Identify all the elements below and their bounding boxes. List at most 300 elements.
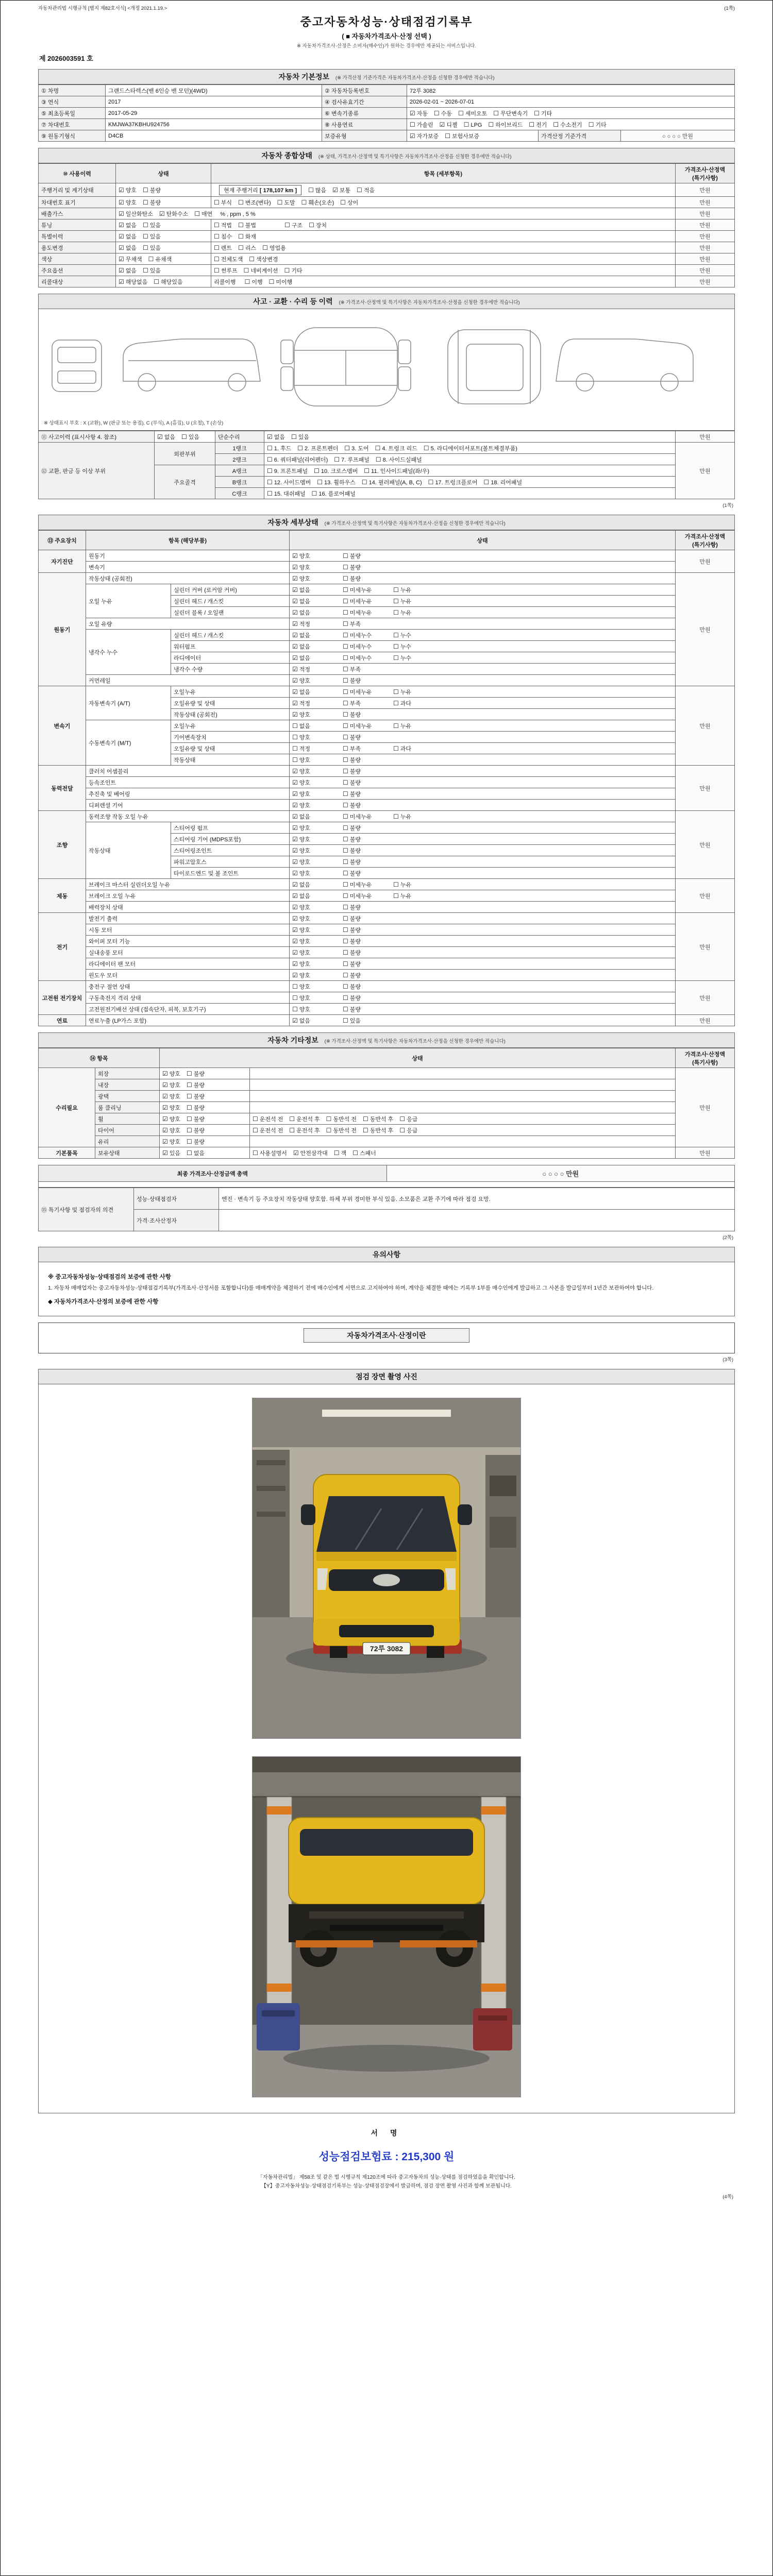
checked-checkbox-icon[interactable]: ☑ xyxy=(162,1070,168,1077)
checkbox-option[interactable] xyxy=(464,121,482,128)
unchecked-checkbox-icon[interactable]: ☐ xyxy=(292,1005,298,1013)
checkbox-option[interactable] xyxy=(292,948,342,957)
checkbox-option[interactable] xyxy=(148,255,172,263)
checkbox-option[interactable] xyxy=(292,688,342,696)
unchecked-checkbox-icon[interactable]: ☐ xyxy=(143,186,148,194)
checkbox-option[interactable] xyxy=(262,244,286,252)
checked-checkbox-icon[interactable]: ☑ xyxy=(159,210,165,217)
unchecked-checkbox-icon[interactable]: ☐ xyxy=(194,210,200,217)
unchecked-checkbox-icon[interactable]: ☐ xyxy=(267,444,273,452)
checkbox-option[interactable] xyxy=(326,1126,357,1134)
checkbox-option[interactable] xyxy=(343,846,392,855)
checked-checkbox-icon[interactable]: ☑ xyxy=(332,186,338,194)
checkbox-option[interactable] xyxy=(343,665,392,673)
checkbox-option[interactable] xyxy=(332,186,350,194)
unchecked-checkbox-icon[interactable]: ☐ xyxy=(343,744,348,752)
checked-checkbox-icon[interactable]: ☑ xyxy=(292,597,298,605)
checkbox-option[interactable] xyxy=(393,722,443,730)
checkbox-option[interactable] xyxy=(267,444,291,452)
checkbox-option[interactable] xyxy=(445,132,479,140)
checkbox-option[interactable] xyxy=(363,1126,393,1134)
unchecked-checkbox-icon[interactable]: ☐ xyxy=(343,835,348,843)
checked-checkbox-icon[interactable]: ☑ xyxy=(162,1092,168,1100)
checkbox-option[interactable] xyxy=(292,858,342,866)
checkbox-option[interactable] xyxy=(343,960,392,968)
checkbox-option[interactable] xyxy=(393,892,443,900)
unchecked-checkbox-icon[interactable]: ☐ xyxy=(393,812,399,820)
unchecked-checkbox-icon[interactable]: ☐ xyxy=(340,198,346,206)
unchecked-checkbox-icon[interactable]: ☐ xyxy=(553,121,559,128)
unchecked-checkbox-icon[interactable]: ☐ xyxy=(292,756,298,764)
checkbox-option[interactable] xyxy=(424,444,517,452)
checkbox-option[interactable] xyxy=(292,654,342,662)
checkbox-option[interactable] xyxy=(344,444,368,452)
checkbox-option[interactable] xyxy=(267,455,328,464)
unchecked-checkbox-icon[interactable]: ☐ xyxy=(154,278,160,285)
checkbox-option[interactable] xyxy=(187,1081,205,1089)
checkbox-option[interactable] xyxy=(308,186,326,194)
checkbox-option[interactable] xyxy=(393,608,443,617)
checkbox-option[interactable] xyxy=(119,244,137,252)
checkbox-option[interactable] xyxy=(343,994,392,1002)
checkbox-option[interactable] xyxy=(292,574,342,583)
unchecked-checkbox-icon[interactable]: ☐ xyxy=(334,455,340,463)
checkbox-option[interactable] xyxy=(343,982,392,991)
unchecked-checkbox-icon[interactable]: ☐ xyxy=(311,489,317,497)
checked-checkbox-icon[interactable]: ☑ xyxy=(292,960,298,968)
unchecked-checkbox-icon[interactable]: ☐ xyxy=(343,586,348,594)
checkbox-option[interactable] xyxy=(393,688,443,696)
checkbox-option[interactable] xyxy=(393,586,443,594)
unchecked-checkbox-icon[interactable]: ☐ xyxy=(343,778,348,786)
checkbox-option[interactable] xyxy=(292,756,342,764)
checkbox-option[interactable] xyxy=(326,1115,357,1123)
checked-checkbox-icon[interactable]: ☑ xyxy=(292,801,298,809)
checked-checkbox-icon[interactable]: ☑ xyxy=(162,1138,168,1145)
checked-checkbox-icon[interactable]: ☑ xyxy=(267,433,273,440)
checked-checkbox-icon[interactable]: ☑ xyxy=(162,1081,168,1089)
checkbox-option[interactable] xyxy=(187,1092,205,1100)
unchecked-checkbox-icon[interactable]: ☐ xyxy=(343,620,348,628)
checkbox-option[interactable] xyxy=(343,971,392,979)
unchecked-checkbox-icon[interactable]: ☐ xyxy=(343,665,348,673)
checked-checkbox-icon[interactable]: ☑ xyxy=(119,186,124,194)
checked-checkbox-icon[interactable]: ☑ xyxy=(292,926,298,934)
unchecked-checkbox-icon[interactable]: ☐ xyxy=(292,744,298,752)
checkbox-option[interactable] xyxy=(162,1092,180,1100)
checkbox-option[interactable] xyxy=(343,948,392,957)
checkbox-option[interactable] xyxy=(293,1149,328,1157)
checkbox-option[interactable] xyxy=(154,278,182,286)
unchecked-checkbox-icon[interactable]: ☐ xyxy=(289,1115,295,1123)
unchecked-checkbox-icon[interactable]: ☐ xyxy=(143,266,148,274)
checked-checkbox-icon[interactable]: ☑ xyxy=(292,1016,298,1024)
unchecked-checkbox-icon[interactable]: ☐ xyxy=(143,232,148,240)
unchecked-checkbox-icon[interactable]: ☐ xyxy=(393,699,399,707)
unchecked-checkbox-icon[interactable]: ☐ xyxy=(393,642,399,650)
checkbox-option[interactable] xyxy=(292,1016,342,1025)
unchecked-checkbox-icon[interactable]: ☐ xyxy=(534,109,540,117)
checkbox-option[interactable] xyxy=(292,880,342,889)
checkbox-option[interactable] xyxy=(214,232,232,241)
checked-checkbox-icon[interactable]: ☑ xyxy=(162,1104,168,1111)
unchecked-checkbox-icon[interactable]: ☐ xyxy=(343,654,348,662)
checkbox-option[interactable] xyxy=(292,744,342,753)
checkbox-option[interactable] xyxy=(269,278,293,286)
checkbox-option[interactable] xyxy=(119,221,137,229)
checkbox-option[interactable] xyxy=(194,210,212,218)
checkbox-option[interactable] xyxy=(493,109,528,117)
checkbox-option[interactable] xyxy=(284,266,303,275)
checkbox-option[interactable] xyxy=(357,186,375,194)
checkbox-option[interactable] xyxy=(292,960,342,968)
unchecked-checkbox-icon[interactable]: ☐ xyxy=(393,892,399,900)
checked-checkbox-icon[interactable]: ☑ xyxy=(162,1149,168,1157)
checkbox-option[interactable] xyxy=(187,1138,205,1146)
unchecked-checkbox-icon[interactable]: ☐ xyxy=(393,654,399,662)
checkbox-option[interactable] xyxy=(292,1005,342,1013)
checkbox-option[interactable] xyxy=(267,478,311,486)
checkbox-option[interactable] xyxy=(292,994,342,1002)
checkbox-option[interactable] xyxy=(428,478,478,486)
unchecked-checkbox-icon[interactable]: ☐ xyxy=(393,880,399,888)
checkbox-option[interactable] xyxy=(297,444,338,452)
unchecked-checkbox-icon[interactable]: ☐ xyxy=(292,982,298,990)
checkbox-option[interactable] xyxy=(292,914,342,923)
checkbox-option[interactable] xyxy=(312,489,356,498)
checkbox-option[interactable] xyxy=(393,812,443,821)
checkbox-option[interactable] xyxy=(292,722,342,730)
unchecked-checkbox-icon[interactable]: ☐ xyxy=(238,221,244,229)
checkbox-option[interactable] xyxy=(343,937,392,945)
checkbox-option[interactable] xyxy=(458,109,487,117)
unchecked-checkbox-icon[interactable]: ☐ xyxy=(308,186,314,194)
unchecked-checkbox-icon[interactable]: ☐ xyxy=(343,1005,348,1013)
checked-checkbox-icon[interactable]: ☑ xyxy=(157,433,163,440)
checked-checkbox-icon[interactable]: ☑ xyxy=(292,858,298,866)
unchecked-checkbox-icon[interactable]: ☐ xyxy=(362,1126,368,1134)
checkbox-option[interactable] xyxy=(363,1115,393,1123)
unchecked-checkbox-icon[interactable]: ☐ xyxy=(343,597,348,605)
checkbox-option[interactable] xyxy=(343,688,392,696)
unchecked-checkbox-icon[interactable]: ☐ xyxy=(253,1126,258,1134)
checkbox-option[interactable] xyxy=(343,801,392,809)
unchecked-checkbox-icon[interactable]: ☐ xyxy=(588,121,594,128)
checkbox-option[interactable] xyxy=(292,563,342,571)
unchecked-checkbox-icon[interactable]: ☐ xyxy=(214,255,220,263)
checkbox-option[interactable] xyxy=(292,778,342,787)
unchecked-checkbox-icon[interactable]: ☐ xyxy=(399,1126,406,1134)
checked-checkbox-icon[interactable]: ☑ xyxy=(292,654,298,662)
checked-checkbox-icon[interactable]: ☑ xyxy=(292,620,298,628)
checkbox-option[interactable] xyxy=(292,631,342,639)
checkbox-option[interactable] xyxy=(187,1070,205,1078)
unchecked-checkbox-icon[interactable]: ☐ xyxy=(343,914,348,922)
unchecked-checkbox-icon[interactable]: ☐ xyxy=(343,937,348,945)
checkbox-option[interactable] xyxy=(292,790,342,798)
checked-checkbox-icon[interactable]: ☑ xyxy=(292,835,298,843)
checkbox-option[interactable] xyxy=(410,109,428,117)
checkbox-option[interactable] xyxy=(343,869,392,877)
unchecked-checkbox-icon[interactable]: ☐ xyxy=(410,121,415,128)
unchecked-checkbox-icon[interactable]: ☐ xyxy=(343,903,348,911)
checkbox-option[interactable] xyxy=(343,756,392,764)
unchecked-checkbox-icon[interactable]: ☐ xyxy=(214,244,220,251)
unchecked-checkbox-icon[interactable]: ☐ xyxy=(343,688,348,696)
checkbox-option[interactable] xyxy=(343,586,392,594)
checkbox-option[interactable] xyxy=(343,710,392,719)
checked-checkbox-icon[interactable]: ☑ xyxy=(119,221,124,229)
checkbox-option[interactable] xyxy=(399,1115,417,1123)
checkbox-option[interactable] xyxy=(343,812,392,821)
unchecked-checkbox-icon[interactable]: ☐ xyxy=(181,433,187,440)
unchecked-checkbox-icon[interactable]: ☐ xyxy=(187,1081,192,1089)
checkbox-option[interactable] xyxy=(343,858,392,866)
checkbox-option[interactable] xyxy=(292,586,342,594)
unchecked-checkbox-icon[interactable]: ☐ xyxy=(343,574,348,582)
checkbox-option[interactable] xyxy=(292,597,342,605)
checkbox-option[interactable] xyxy=(162,1104,180,1112)
checkbox-option[interactable] xyxy=(143,198,161,207)
unchecked-checkbox-icon[interactable]: ☐ xyxy=(393,586,399,594)
unchecked-checkbox-icon[interactable]: ☐ xyxy=(343,1016,348,1024)
checked-checkbox-icon[interactable]: ☑ xyxy=(292,688,298,696)
checkbox-option[interactable] xyxy=(343,574,392,583)
unchecked-checkbox-icon[interactable]: ☐ xyxy=(267,467,273,474)
checkbox-option[interactable] xyxy=(529,121,547,129)
unchecked-checkbox-icon[interactable]: ☐ xyxy=(277,198,283,206)
unchecked-checkbox-icon[interactable]: ☐ xyxy=(393,608,399,616)
unchecked-checkbox-icon[interactable]: ☐ xyxy=(428,478,434,486)
unchecked-checkbox-icon[interactable]: ☐ xyxy=(238,244,244,251)
unchecked-checkbox-icon[interactable]: ☐ xyxy=(292,994,298,1002)
unchecked-checkbox-icon[interactable]: ☐ xyxy=(362,1115,368,1123)
checkbox-option[interactable] xyxy=(343,903,392,911)
unchecked-checkbox-icon[interactable]: ☐ xyxy=(343,948,348,956)
checkbox-option[interactable] xyxy=(343,744,392,753)
unchecked-checkbox-icon[interactable]: ☐ xyxy=(289,1126,295,1134)
unchecked-checkbox-icon[interactable]: ☐ xyxy=(343,642,348,650)
unchecked-checkbox-icon[interactable]: ☐ xyxy=(187,1149,192,1157)
checkbox-option[interactable] xyxy=(159,210,188,218)
unchecked-checkbox-icon[interactable]: ☐ xyxy=(393,631,399,639)
checked-checkbox-icon[interactable]: ☑ xyxy=(292,824,298,832)
checkbox-option[interactable] xyxy=(292,767,342,775)
checkbox-option[interactable] xyxy=(410,132,439,140)
checkbox-option[interactable] xyxy=(488,121,523,129)
checked-checkbox-icon[interactable]: ☑ xyxy=(292,574,298,582)
checked-checkbox-icon[interactable]: ☑ xyxy=(292,903,298,911)
checkbox-option[interactable] xyxy=(534,109,552,117)
checkbox-option[interactable] xyxy=(284,221,303,229)
checkbox-option[interactable] xyxy=(214,221,232,229)
unchecked-checkbox-icon[interactable]: ☐ xyxy=(214,198,220,206)
checkbox-option[interactable] xyxy=(214,266,238,275)
checked-checkbox-icon[interactable]: ☑ xyxy=(119,244,124,251)
unchecked-checkbox-icon[interactable]: ☐ xyxy=(292,722,298,730)
checkbox-option[interactable] xyxy=(238,232,256,241)
checked-checkbox-icon[interactable]: ☑ xyxy=(292,790,298,798)
unchecked-checkbox-icon[interactable]: ☐ xyxy=(187,1104,192,1111)
unchecked-checkbox-icon[interactable]: ☐ xyxy=(343,756,348,764)
checked-checkbox-icon[interactable]: ☑ xyxy=(410,109,415,117)
unchecked-checkbox-icon[interactable]: ☐ xyxy=(343,812,348,820)
checked-checkbox-icon[interactable]: ☑ xyxy=(292,710,298,718)
checkbox-option[interactable] xyxy=(334,1149,346,1157)
checked-checkbox-icon[interactable]: ☑ xyxy=(292,676,298,684)
checkbox-option[interactable] xyxy=(119,255,142,263)
checkbox-option[interactable] xyxy=(352,1149,376,1157)
checked-checkbox-icon[interactable]: ☑ xyxy=(292,699,298,707)
checkbox-option[interactable] xyxy=(343,631,392,639)
unchecked-checkbox-icon[interactable]: ☐ xyxy=(284,221,290,229)
checked-checkbox-icon[interactable]: ☑ xyxy=(293,1149,299,1157)
checkbox-option[interactable] xyxy=(393,642,443,651)
unchecked-checkbox-icon[interactable]: ☐ xyxy=(326,1126,332,1134)
unchecked-checkbox-icon[interactable]: ☐ xyxy=(344,444,350,452)
unchecked-checkbox-icon[interactable]: ☐ xyxy=(268,278,275,285)
checked-checkbox-icon[interactable]: ☑ xyxy=(292,778,298,786)
checkbox-option[interactable] xyxy=(343,1016,392,1025)
unchecked-checkbox-icon[interactable]: ☐ xyxy=(243,266,249,274)
unchecked-checkbox-icon[interactable]: ☐ xyxy=(393,744,399,752)
unchecked-checkbox-icon[interactable]: ☐ xyxy=(375,455,381,463)
unchecked-checkbox-icon[interactable]: ☐ xyxy=(343,892,348,900)
checkbox-option[interactable] xyxy=(119,266,137,275)
checkbox-option[interactable] xyxy=(292,699,342,707)
checkbox-option[interactable] xyxy=(292,903,342,911)
unchecked-checkbox-icon[interactable]: ☐ xyxy=(187,1070,192,1077)
unchecked-checkbox-icon[interactable]: ☐ xyxy=(187,1092,192,1100)
checkbox-option[interactable] xyxy=(157,433,175,441)
unchecked-checkbox-icon[interactable]: ☐ xyxy=(214,232,220,240)
checked-checkbox-icon[interactable]: ☑ xyxy=(292,812,298,820)
checkbox-option[interactable] xyxy=(292,892,342,900)
checkbox-option[interactable] xyxy=(214,244,232,252)
unchecked-checkbox-icon[interactable]: ☐ xyxy=(361,478,367,486)
checkbox-option[interactable] xyxy=(314,467,358,475)
unchecked-checkbox-icon[interactable]: ☐ xyxy=(187,1138,192,1145)
unchecked-checkbox-icon[interactable]: ☐ xyxy=(333,1149,340,1157)
unchecked-checkbox-icon[interactable]: ☐ xyxy=(343,552,348,560)
unchecked-checkbox-icon[interactable]: ☐ xyxy=(343,960,348,968)
unchecked-checkbox-icon[interactable]: ☐ xyxy=(343,858,348,866)
checkbox-option[interactable] xyxy=(143,221,161,229)
checkbox-option[interactable] xyxy=(393,597,443,605)
checkbox-option[interactable] xyxy=(277,198,295,207)
checked-checkbox-icon[interactable]: ☑ xyxy=(119,278,124,285)
checkbox-option[interactable] xyxy=(119,232,137,241)
unchecked-checkbox-icon[interactable]: ☐ xyxy=(343,994,348,1002)
checkbox-option[interactable] xyxy=(143,232,161,241)
checkbox-option[interactable] xyxy=(292,869,342,877)
checkbox-option[interactable] xyxy=(244,266,278,275)
unchecked-checkbox-icon[interactable]: ☐ xyxy=(253,1115,258,1123)
unchecked-checkbox-icon[interactable]: ☐ xyxy=(143,221,148,229)
checked-checkbox-icon[interactable]: ☑ xyxy=(410,132,415,140)
checkbox-option[interactable] xyxy=(589,121,607,129)
unchecked-checkbox-icon[interactable]: ☐ xyxy=(493,109,499,117)
checkbox-option[interactable] xyxy=(375,444,417,452)
checkbox-option[interactable] xyxy=(410,121,433,129)
unchecked-checkbox-icon[interactable]: ☐ xyxy=(187,1115,192,1123)
unchecked-checkbox-icon[interactable]: ☐ xyxy=(529,121,535,128)
unchecked-checkbox-icon[interactable]: ☐ xyxy=(458,109,464,117)
checkbox-option[interactable] xyxy=(292,665,342,673)
checkbox-option[interactable] xyxy=(267,433,285,441)
checked-checkbox-icon[interactable]: ☑ xyxy=(292,631,298,639)
checkbox-option[interactable] xyxy=(343,642,392,651)
checkbox-option[interactable] xyxy=(162,1115,180,1123)
checked-checkbox-icon[interactable]: ☑ xyxy=(292,608,298,616)
unchecked-checkbox-icon[interactable]: ☐ xyxy=(488,121,494,128)
unchecked-checkbox-icon[interactable]: ☐ xyxy=(357,186,362,194)
checkbox-option[interactable] xyxy=(253,1149,287,1157)
unchecked-checkbox-icon[interactable]: ☐ xyxy=(317,478,323,486)
checkbox-option[interactable] xyxy=(292,937,342,945)
checkbox-option[interactable] xyxy=(343,824,392,832)
checkbox-option[interactable] xyxy=(187,1149,205,1157)
checkbox-option[interactable] xyxy=(291,433,309,441)
unchecked-checkbox-icon[interactable]: ☐ xyxy=(343,733,348,741)
checkbox-option[interactable] xyxy=(292,801,342,809)
unchecked-checkbox-icon[interactable]: ☐ xyxy=(284,266,290,274)
checkbox-option[interactable] xyxy=(393,631,443,639)
checkbox-option[interactable] xyxy=(343,914,392,923)
checkbox-option[interactable] xyxy=(214,255,243,263)
checkbox-option[interactable] xyxy=(317,478,356,486)
checked-checkbox-icon[interactable]: ☑ xyxy=(292,767,298,775)
checkbox-option[interactable] xyxy=(393,654,443,662)
unchecked-checkbox-icon[interactable]: ☐ xyxy=(463,121,469,128)
checkbox-option[interactable] xyxy=(143,244,161,252)
checked-checkbox-icon[interactable]: ☑ xyxy=(292,937,298,945)
unchecked-checkbox-icon[interactable]: ☐ xyxy=(143,198,148,206)
checkbox-option[interactable] xyxy=(292,982,342,991)
checkbox-option[interactable] xyxy=(162,1070,180,1078)
checked-checkbox-icon[interactable]: ☑ xyxy=(292,586,298,594)
unchecked-checkbox-icon[interactable]: ☐ xyxy=(301,198,307,206)
unchecked-checkbox-icon[interactable]: ☐ xyxy=(483,478,490,486)
checkbox-option[interactable] xyxy=(343,676,392,685)
checkbox-option[interactable] xyxy=(289,1115,320,1123)
unchecked-checkbox-icon[interactable]: ☐ xyxy=(343,710,348,718)
unchecked-checkbox-icon[interactable]: ☐ xyxy=(393,597,399,605)
checkbox-option[interactable] xyxy=(292,608,342,617)
checkbox-option[interactable] xyxy=(292,642,342,651)
checkbox-option[interactable] xyxy=(119,198,137,207)
checkbox-option[interactable] xyxy=(253,1115,283,1123)
checkbox-option[interactable] xyxy=(343,1005,392,1013)
checkbox-option[interactable] xyxy=(238,221,256,229)
checked-checkbox-icon[interactable]: ☑ xyxy=(292,869,298,877)
checkbox-option[interactable] xyxy=(343,926,392,934)
unchecked-checkbox-icon[interactable]: ☐ xyxy=(326,1115,332,1123)
checkbox-option[interactable] xyxy=(343,597,392,605)
checkbox-option[interactable] xyxy=(343,778,392,787)
unchecked-checkbox-icon[interactable]: ☐ xyxy=(445,132,451,140)
checkbox-option[interactable] xyxy=(292,971,342,979)
unchecked-checkbox-icon[interactable]: ☐ xyxy=(399,1115,406,1123)
checkbox-option[interactable] xyxy=(343,790,392,798)
checkbox-option[interactable] xyxy=(340,198,358,207)
unchecked-checkbox-icon[interactable]: ☐ xyxy=(375,444,381,452)
checkbox-option[interactable] xyxy=(292,824,342,832)
checkbox-option[interactable] xyxy=(343,552,392,560)
checkbox-option[interactable] xyxy=(292,835,342,843)
checked-checkbox-icon[interactable]: ☑ xyxy=(292,665,298,673)
checkbox-option[interactable] xyxy=(187,1115,205,1123)
